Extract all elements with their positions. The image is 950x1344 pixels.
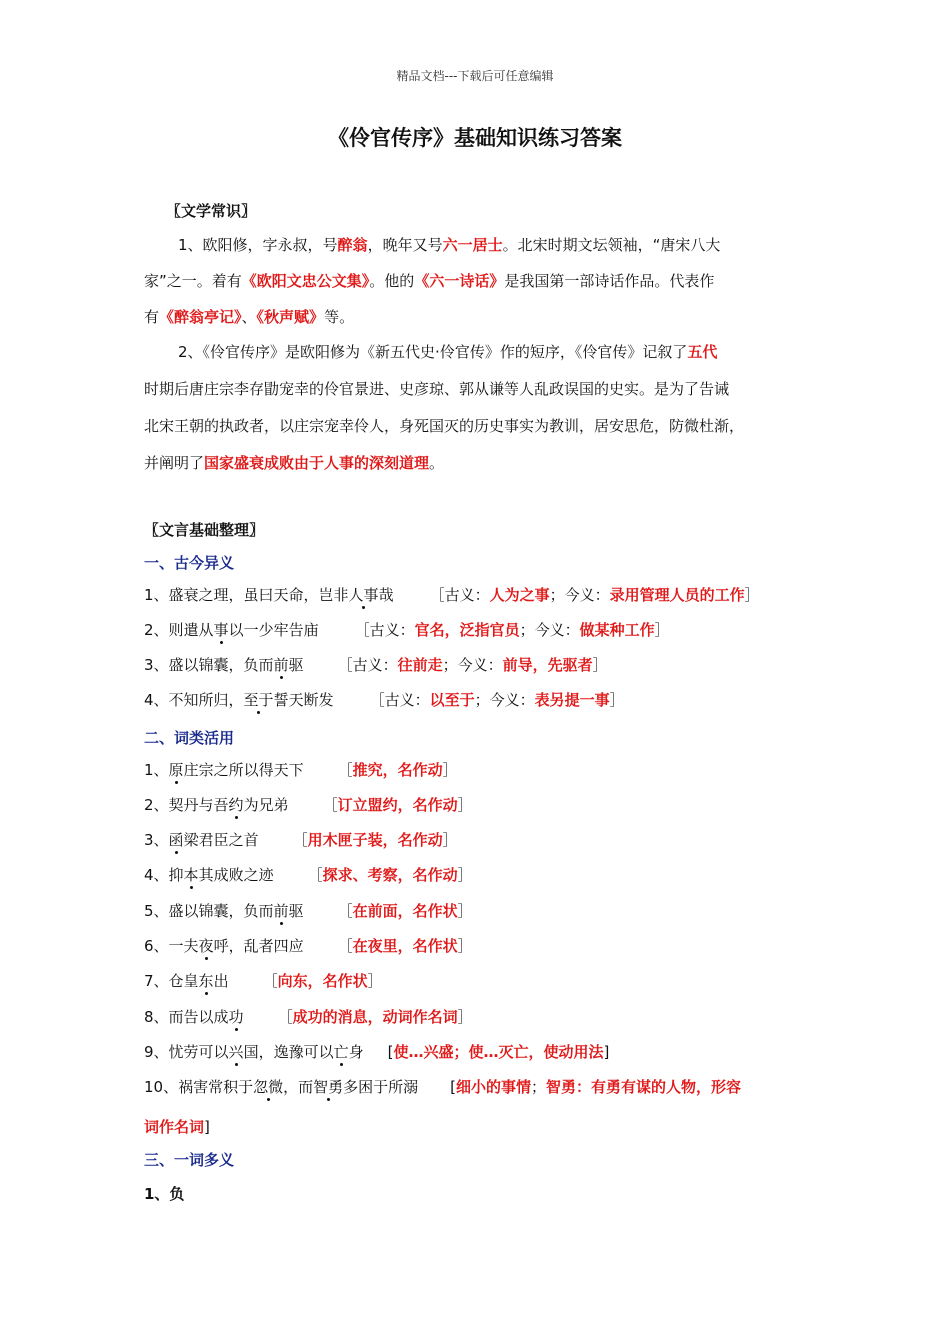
answer-highlight: 《醉翁亭记》	[159, 308, 242, 326]
paragraph-line: 2、《伶官传序》是欧阳修为《新五代史·伶官传》作的短序，《伶官传》记叙了五代	[178, 343, 718, 361]
list-item: 1、盛衰之理，虽曰天命，岂非人事哉 ［古义：人为之事；今义：录用管理人员的工作］	[144, 586, 760, 604]
list-item: 2、契丹与吾约为兄弟 ［订立盟约，名作动］	[144, 796, 473, 814]
page-header: 精品文档---下载后可任意编辑	[396, 69, 554, 83]
answer-highlight: 做某种工作	[579, 621, 655, 639]
subsection-title: 三、一词多义	[144, 1151, 235, 1169]
answer-highlight: 六一居士	[442, 236, 503, 254]
list-item: 1、原庄宗之所以得天下 ［推究，名作动］	[144, 761, 458, 779]
answer-highlight: 《秋声赋》	[256, 308, 325, 326]
paragraph-line: 并阐明了国家盛衰成败由于人事的深刻道理。	[144, 454, 445, 472]
answer-highlight: 细小的事情	[456, 1078, 532, 1096]
answer-highlight: 录用管理人员的工作	[609, 586, 745, 604]
list-item: 10、祸害常积于忽微，而智勇多困于所溺 [细小的事情；智勇：有勇有谋的人物，形容	[144, 1078, 742, 1096]
answer-highlight: 国家盛衰成败由于人事的深刻道理	[204, 454, 430, 472]
list-item: 5、盛以锦囊，负而前驱 ［在前面，名作状］	[144, 902, 473, 920]
list-item: 4、抑本其成败之迹 ［探求、考察，名作动］	[144, 866, 473, 884]
list-item: 3、盛以锦囊，负而前驱 ［古义：往前走；今义：前导，先驱者］	[144, 656, 608, 674]
list-item: 3、函梁君臣之首 ［用木匣子装，名作动］	[144, 831, 458, 849]
answer-highlight: 《欧阳文忠公文集》	[241, 272, 370, 290]
answer-highlight: 智勇：有勇有谋的人物，形容	[546, 1078, 742, 1096]
section-heading-literature: 〖文学常识〗	[166, 202, 257, 220]
list-item-continuation: 词作名词]	[144, 1118, 210, 1136]
answer-highlight: 五代	[687, 343, 718, 361]
answer-highlight: 在前面，名作状	[352, 902, 458, 920]
answer-highlight: 前导，先驱者	[502, 656, 593, 674]
list-item: 7、仓皇东出 ［向东，名作状］	[144, 972, 383, 990]
answer-highlight: 表另提一事	[534, 691, 610, 709]
list-item: 9、忧劳可以兴国，逸豫可以亡身 [使…兴盛；使…灭亡，使动用法]	[144, 1043, 610, 1061]
document-title: 《伶官传序》基础知识练习答案	[328, 126, 622, 150]
answer-highlight: 以至于	[429, 691, 475, 709]
answer-highlight: 词作名词	[144, 1118, 205, 1136]
list-item: 1、负	[144, 1185, 185, 1203]
subsection-title: 二、词类活用	[144, 729, 235, 747]
paragraph-line: 有《醉翁亭记》、《秋声赋》等。	[144, 308, 355, 326]
paragraph-line: 时期后唐庄宗李存勖宠幸的伶官景进、史彦琼、郭从谦等人乱政误国的史实。是为了告诫	[144, 380, 730, 398]
answer-highlight: 向东，名作状	[277, 972, 368, 990]
paragraph-line: 家”之一。着有《欧阳文忠公文集》。他的《六一诗话》是我国第一部诗话作品。代表作	[144, 272, 715, 290]
answer-highlight: 《六一诗话》	[414, 272, 505, 290]
answer-highlight: 使…兴盛；使…灭亡，使动用法	[393, 1043, 604, 1061]
paragraph-line: 1、欧阳修，字永叔，号醉翁，晚年又号六一居士。北宋时期文坛领袖，“唐宋八大	[178, 236, 721, 254]
subsection-title: 一、古今异义	[144, 554, 235, 572]
answer-highlight: 订立盟约，名作动	[337, 796, 458, 814]
answer-highlight: 往前走	[397, 656, 443, 674]
list-item: 4、不知所归，至于誓天断发 ［古义：以至于；今义：表另提一事］	[144, 691, 625, 709]
list-item: 8、而告以成功 ［成功的消息，动词作名词］	[144, 1008, 473, 1026]
list-item: 6、一夫夜呼，乱者四应 ［在夜里，名作状］	[144, 937, 473, 955]
section-heading-classical: 〖文言基础整理〗	[144, 521, 265, 539]
list-item: 2、则遣从事以一少牢告庙 ［古义：官名，泛指官员；今义：做某种工作］	[144, 621, 670, 639]
answer-highlight: 醉翁	[337, 236, 368, 254]
answer-highlight: 推究，名作动	[352, 761, 443, 779]
answer-highlight: 用木匣子装，名作动	[307, 831, 443, 849]
answer-highlight: 在夜里，名作状	[352, 937, 458, 955]
answer-highlight: 官名，泛指官员	[414, 621, 520, 639]
paragraph-line: 北宋王朝的执政者，以庄宗宠幸伶人，身死国灭的历史事实为教训，居安思危，防微杜渐，	[144, 417, 745, 435]
answer-highlight: 探求、考察，名作动	[322, 866, 458, 884]
answer-highlight: 人为之事	[489, 586, 550, 604]
answer-highlight: 成功的消息，动词作名词	[292, 1008, 458, 1026]
